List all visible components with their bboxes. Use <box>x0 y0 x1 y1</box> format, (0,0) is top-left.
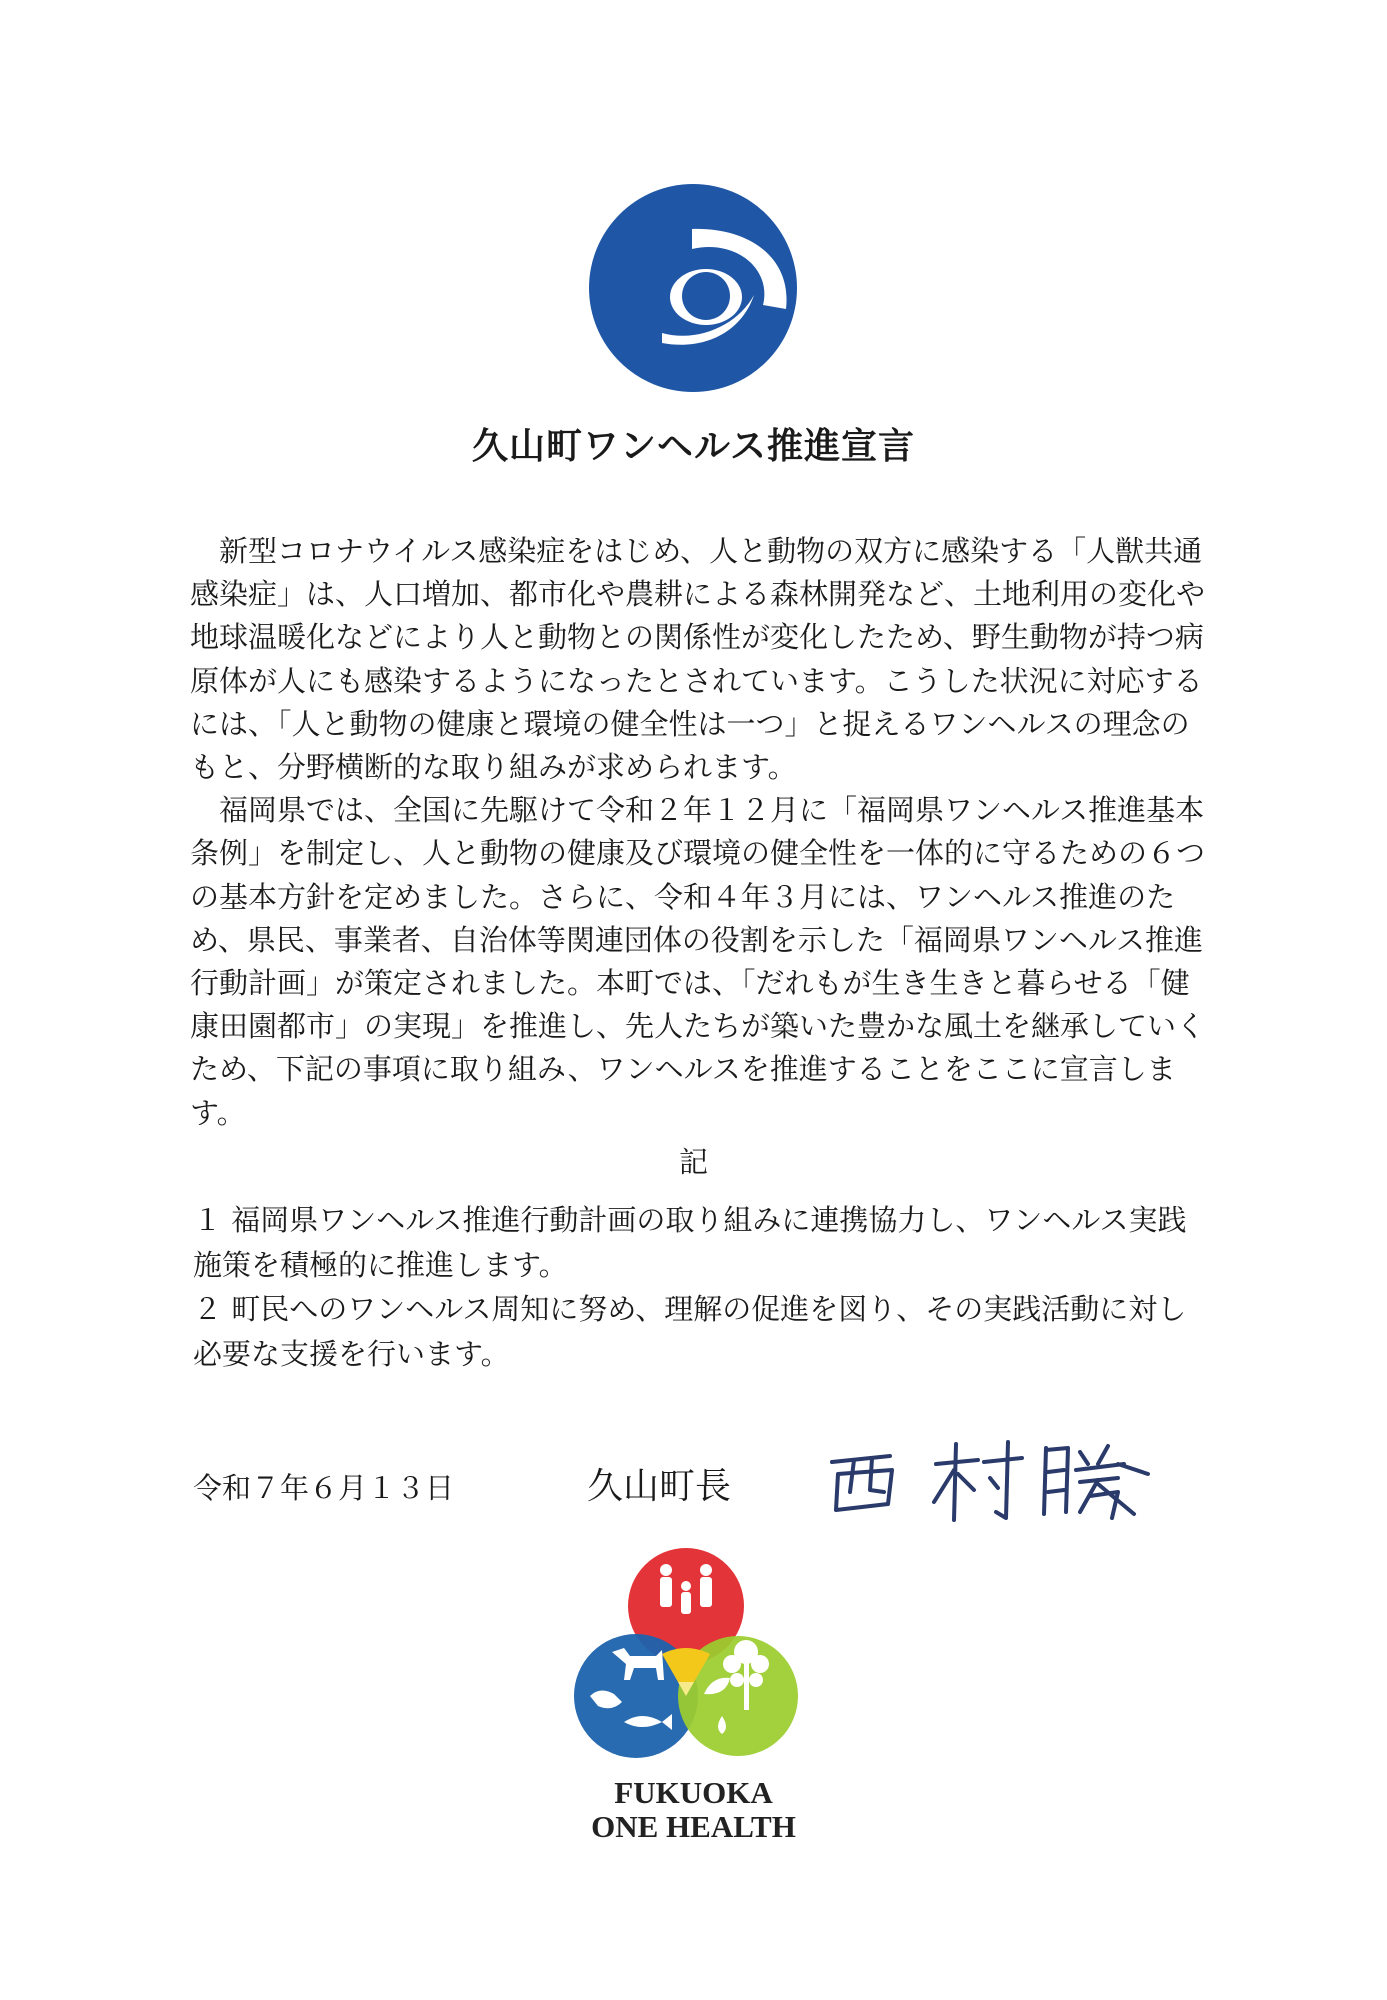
ki-label: 記 <box>678 1145 708 1179</box>
text-line: 福岡県では、全国に先駆けて令和２年１２月に「福岡県ワンヘルス推進基本 <box>219 793 1205 828</box>
declaration-items <box>193 1198 1193 1376</box>
list-item: １ 福岡県ワンヘルス推進行動計画の取り組みに連携協力し、ワンヘルス実践 <box>193 1203 1187 1237</box>
text-line: ため、下記の事項に取り組み、ワンヘルスを推進することをここに宣言しま <box>190 1052 1176 1087</box>
page-title: 久山町ワンヘルス推進宣言 <box>472 426 915 467</box>
one-health-line2: ONE HEALTH <box>591 1809 796 1844</box>
one-health-line1: FUKUOKA <box>614 1775 773 1810</box>
mayor-title: 久山町長 <box>587 1466 732 1507</box>
list-item: 施策を積極的に推進します。 <box>193 1247 568 1282</box>
text-line: 条例」を制定し、人と動物の健康及び環境の健全性を一体的に守るための６つ <box>190 836 1206 871</box>
text-line: す。 <box>190 1095 246 1130</box>
list-item: ２ 町民へのワンヘルス周知に努め、理解の促進を図り、その実践活動に対し <box>193 1292 1187 1326</box>
mayor-signature <box>818 1434 1158 1524</box>
text-line: もと、分野横断的な取り組みが求められます。 <box>190 750 797 785</box>
text-line: 康田園都市」の実現」を推進し、先人たちが築いた豊かな風土を継承していく <box>190 1009 1206 1044</box>
text-line: 感染症」は、人口増加、都市化や農耕による森林開発など、土地利用の変化や <box>190 577 1206 612</box>
text-line: の基本方針を定めました。さらに、令和４年３月には、ワンヘルス推進のた <box>190 879 1176 914</box>
list-item: 必要な支援を行います。 <box>193 1336 510 1371</box>
declaration-date: 令和７年６月１３日 <box>193 1471 455 1505</box>
text-line: には、「人と動物の健康と環境の健全性は一つ」と捉えるワンヘルスの理念の <box>190 706 1190 741</box>
declaration-body <box>190 530 1206 1135</box>
text-line: 行動計画」が策定されました。本町では、「だれもが生き生きと暮らせる「健 <box>190 966 1190 1001</box>
paragraph-1 <box>190 530 1206 789</box>
town-emblem-icon <box>588 183 798 393</box>
text-line: 新型コロナウイルス感染症をはじめ、人と動物の双方に感染する「人獣共通 <box>219 534 1203 568</box>
text-line: め、県民、事業者、自治体等関連団体の役割を示した「福岡県ワンヘルス推進 <box>190 922 1203 957</box>
text-line: 地球温暖化などにより人と動物との関係性が変化したため、野生動物が持つ病 <box>190 620 1204 655</box>
paragraph-2 <box>190 789 1206 1135</box>
fukuoka-one-health-logo-icon <box>572 1546 800 1772</box>
text-line: 原体が人にも感染するようになったとされています。こうした状況に対応する <box>190 663 1203 698</box>
